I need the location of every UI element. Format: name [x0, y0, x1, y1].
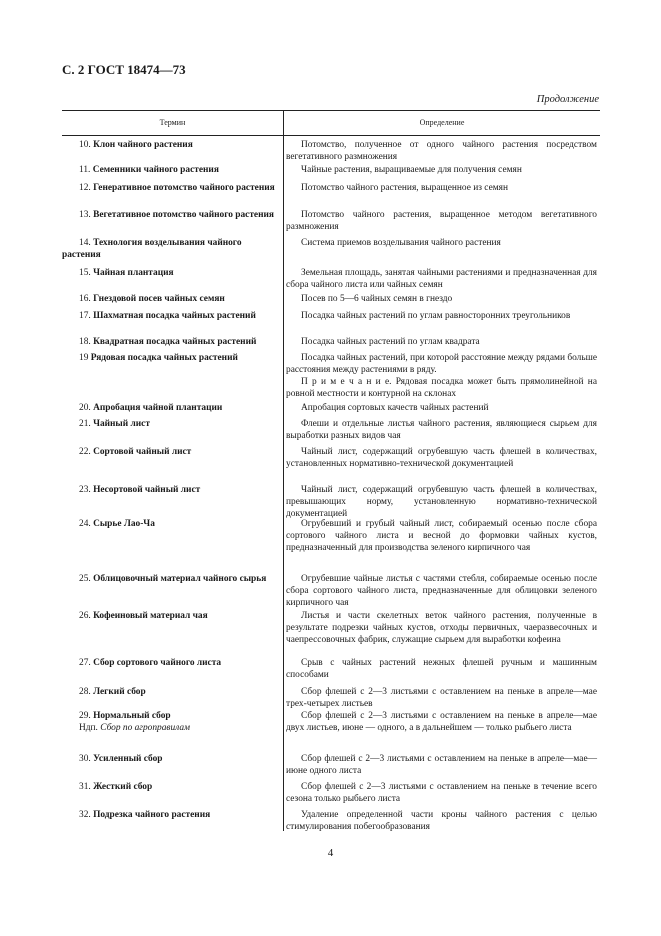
term-number: 22. — [79, 447, 91, 457]
definition-cell — [286, 164, 597, 176]
definition-text: Сбор флешей с 2—3 листьями с оставлением на пеньке в течение всего сезона только рыбьего листа — [286, 782, 597, 804]
term-text: Генеративное потомство чайного растения — [93, 183, 275, 193]
term-cell — [62, 518, 279, 530]
definition-text: Флеши и отдельные листья чайного растения, являющиеся сырьем для выработки разных видов чая — [286, 419, 597, 441]
definition-cell — [286, 293, 597, 305]
term-cell — [62, 573, 279, 585]
definition-cell — [286, 446, 597, 470]
table-body — [62, 136, 600, 831]
term-number: 27. — [79, 658, 91, 668]
definition-cell — [286, 352, 597, 400]
term-number: 28. — [79, 687, 91, 697]
definition-text: Посев по 5—6 чайных семян в гнездо — [301, 294, 453, 304]
term-cell — [62, 293, 279, 305]
definition-cell — [286, 809, 597, 833]
definition-text: Огрубевшие чайные листья с частями стебля, собираемые осенью после сбора сортового чайного листа, предназначенные для облицовки зеленого кирпичного чая — [286, 574, 597, 608]
definition-text: Посадка чайных растений, при которой расстояние между рядами больше расстояния между растениями в ряду. — [286, 353, 597, 375]
term-text: Рядовая посадка чайных растений — [90, 353, 238, 363]
term-text: Технология возделывания чайного растения — [62, 238, 242, 260]
term-number: 18. — [79, 337, 91, 347]
term-text: Нормальный сбор — [93, 711, 171, 721]
term-cell — [62, 781, 279, 793]
definition-cell — [286, 209, 597, 233]
term-text: Жесткий сбор — [93, 782, 153, 792]
term-cell — [62, 336, 279, 348]
definition-text: Посадка чайных растений по углам равносторонних треугольников — [301, 311, 571, 321]
term-cell — [62, 686, 279, 698]
term-text: Шахматная посадка чайных растений — [93, 311, 256, 321]
term-text: Кофеиновый материал чая — [93, 611, 208, 621]
term-cell — [62, 164, 279, 176]
term-cell — [62, 418, 279, 430]
term-number: 11. — [79, 165, 91, 175]
definition-cell — [286, 418, 597, 442]
term-number: 12. — [79, 183, 91, 193]
term-cell — [62, 310, 279, 322]
definition-text: Срыв с чайных растений нежных флешей ручным и машинным способами — [286, 658, 597, 680]
definition-text: Система приемов возделывания чайного растения — [301, 238, 501, 248]
definition-cell — [286, 781, 597, 805]
definition-cell — [286, 610, 597, 646]
definition-text: Сбор флешей с 2—3 листьями с оставлением на пеньке в апреле—мае трех-четырех листьев — [286, 687, 597, 709]
term-text: Чайный лист — [93, 419, 150, 429]
term-number: 15. — [79, 268, 91, 278]
term-cell — [62, 710, 279, 734]
term-number: 25. — [79, 574, 91, 584]
term-synonym-text: Сбор по агроправилам — [100, 723, 191, 733]
definition-cell — [286, 657, 597, 681]
term-cell — [62, 753, 279, 765]
page-number: 4 — [327, 847, 334, 859]
term-cell — [62, 182, 279, 194]
column-header-definition: Определение — [419, 118, 465, 127]
definition-cell — [286, 573, 597, 609]
term-number: 24. — [79, 519, 91, 529]
term-cell — [62, 610, 279, 622]
term-number: 13. — [79, 210, 91, 220]
term-text: Семенники чайного растения — [92, 165, 219, 175]
definition-text: Потомство чайного растения, выращенное методом вегетативного размножения — [286, 210, 597, 232]
term-text: Клон чайного растения — [93, 140, 193, 150]
term-text: Вегетативное потомство чайного растения — [93, 210, 274, 220]
term-text: Апробация чайной плантации — [93, 403, 223, 413]
definition-text: Чайный лист, содержащий огрубевшую часть флешей в количествах, превышающих норму, установленную нормативно-технической документацией — [286, 485, 597, 519]
terms-table — [62, 110, 600, 831]
term-number: 20. — [79, 403, 91, 413]
term-synonym — [62, 722, 279, 734]
definition-cell — [286, 237, 597, 249]
term-text: Легкий сбор — [93, 687, 146, 697]
term-synonym-prefix: Ндп. — [79, 723, 98, 733]
term-number: 19 — [79, 353, 89, 363]
term-number: 31. — [79, 782, 91, 792]
definition-cell — [286, 710, 597, 734]
definition-text: Апробация сортовых качеств чайных растений — [301, 403, 489, 413]
term-cell — [62, 657, 279, 669]
definition-text: Посадка чайных растений по углам квадрата — [301, 337, 480, 347]
definition-cell — [286, 336, 597, 348]
term-cell — [62, 446, 279, 458]
definition-text: Сбор флешей с 2—3 листьями с оставлением на пеньке в апреле—мае—июне одного листа — [286, 754, 597, 776]
definition-text: Листья и части скелетных веток чайного растения, полученные в результате подрезки чайных кустов, отходы первичных, чаеразвесочных и чаепрессовочных фабрик, служащие сырьем для выработки кофеина — [286, 611, 597, 645]
definition-cell — [286, 484, 597, 520]
term-cell — [62, 139, 279, 151]
term-text: Несортовой чайный лист — [93, 485, 201, 495]
page-header: С. 2 ГОСТ 18474—73 — [62, 62, 186, 77]
term-cell — [62, 484, 279, 496]
definition-text: Потомство, полученное от одного чайного растения посредством вегетативного размножения — [286, 140, 597, 162]
term-number: 30. — [79, 754, 91, 764]
term-text: Усиленный сбор — [93, 754, 163, 764]
definition-text: Чайный лист, содержащий огрубевшую часть флешей в количествах, установленных нормативно-технической документацией — [286, 447, 597, 469]
term-number: 17. — [79, 311, 91, 321]
definition-cell — [286, 518, 597, 554]
term-text: Сортовой чайный лист — [93, 447, 192, 457]
term-cell — [62, 809, 279, 821]
column-header-term: Термин — [62, 111, 284, 135]
term-cell — [62, 352, 279, 364]
term-text: Сбор сортового чайного листа — [93, 658, 222, 668]
definition-text: Удаление определенной части кроны чайного растения с целью стимулирования побегообразования — [286, 810, 597, 832]
term-cell — [62, 267, 279, 279]
definition-text: Чайные растения, выращиваемые для получения семян — [301, 165, 522, 175]
term-number: 16. — [79, 294, 91, 304]
definition-cell — [286, 402, 597, 414]
term-number: 26. — [79, 611, 91, 621]
table-header — [62, 111, 600, 136]
column-divider — [283, 136, 284, 831]
definition-cell — [286, 267, 597, 291]
definition-text: Сбор флешей с 2—3 листьями с оставлением на пеньке в апреле—мае двух листьев, июне — одного, а в дальнейшем — только рыбьего листа — [286, 711, 597, 733]
term-number: 29. — [79, 711, 91, 721]
term-number: 32. — [79, 810, 91, 820]
term-number: 23. — [79, 485, 91, 495]
term-text: Квадратная посадка чайных растений — [93, 337, 257, 347]
term-text: Чайная плантация — [93, 268, 174, 278]
definition-cell — [286, 686, 597, 710]
definition-cell — [286, 182, 597, 194]
term-number: 10. — [79, 140, 91, 150]
term-number: 14. — [79, 238, 91, 248]
term-text: Сырье Лао-Ча — [93, 519, 155, 529]
definition-text: Огрубевший и грубый чайный лист, собираемый осенью после сбора сортового чайного листа и весной до формовки чайных кустов, предназначенный для производства зеленого кирпичного чая — [286, 519, 597, 553]
term-text: Облицовочный материал чайного сырья — [93, 574, 267, 584]
term-cell — [62, 209, 279, 221]
continued-label: Продолжение — [536, 94, 599, 105]
definition-cell — [286, 310, 597, 322]
definition-cell — [286, 753, 597, 777]
term-number: 21. — [79, 419, 91, 429]
term-cell — [62, 237, 279, 261]
term-cell — [62, 402, 279, 414]
definition-text: Потомство чайного растения, выращенное из семян — [301, 183, 508, 193]
definition-text: Земельная площадь, занятая чайными растениями и предназначенная для сбора чайного листа или чайных семян — [286, 268, 597, 290]
term-text: Гнездовой посев чайных семян — [93, 294, 225, 304]
term-text: Подрезка чайного растения — [93, 810, 211, 820]
definition-note: П р и м е ч а н и е. Рядовая посадка может быть прямолинейной на ровной местности и контурной на склонах — [286, 377, 597, 399]
definition-cell — [286, 139, 597, 163]
